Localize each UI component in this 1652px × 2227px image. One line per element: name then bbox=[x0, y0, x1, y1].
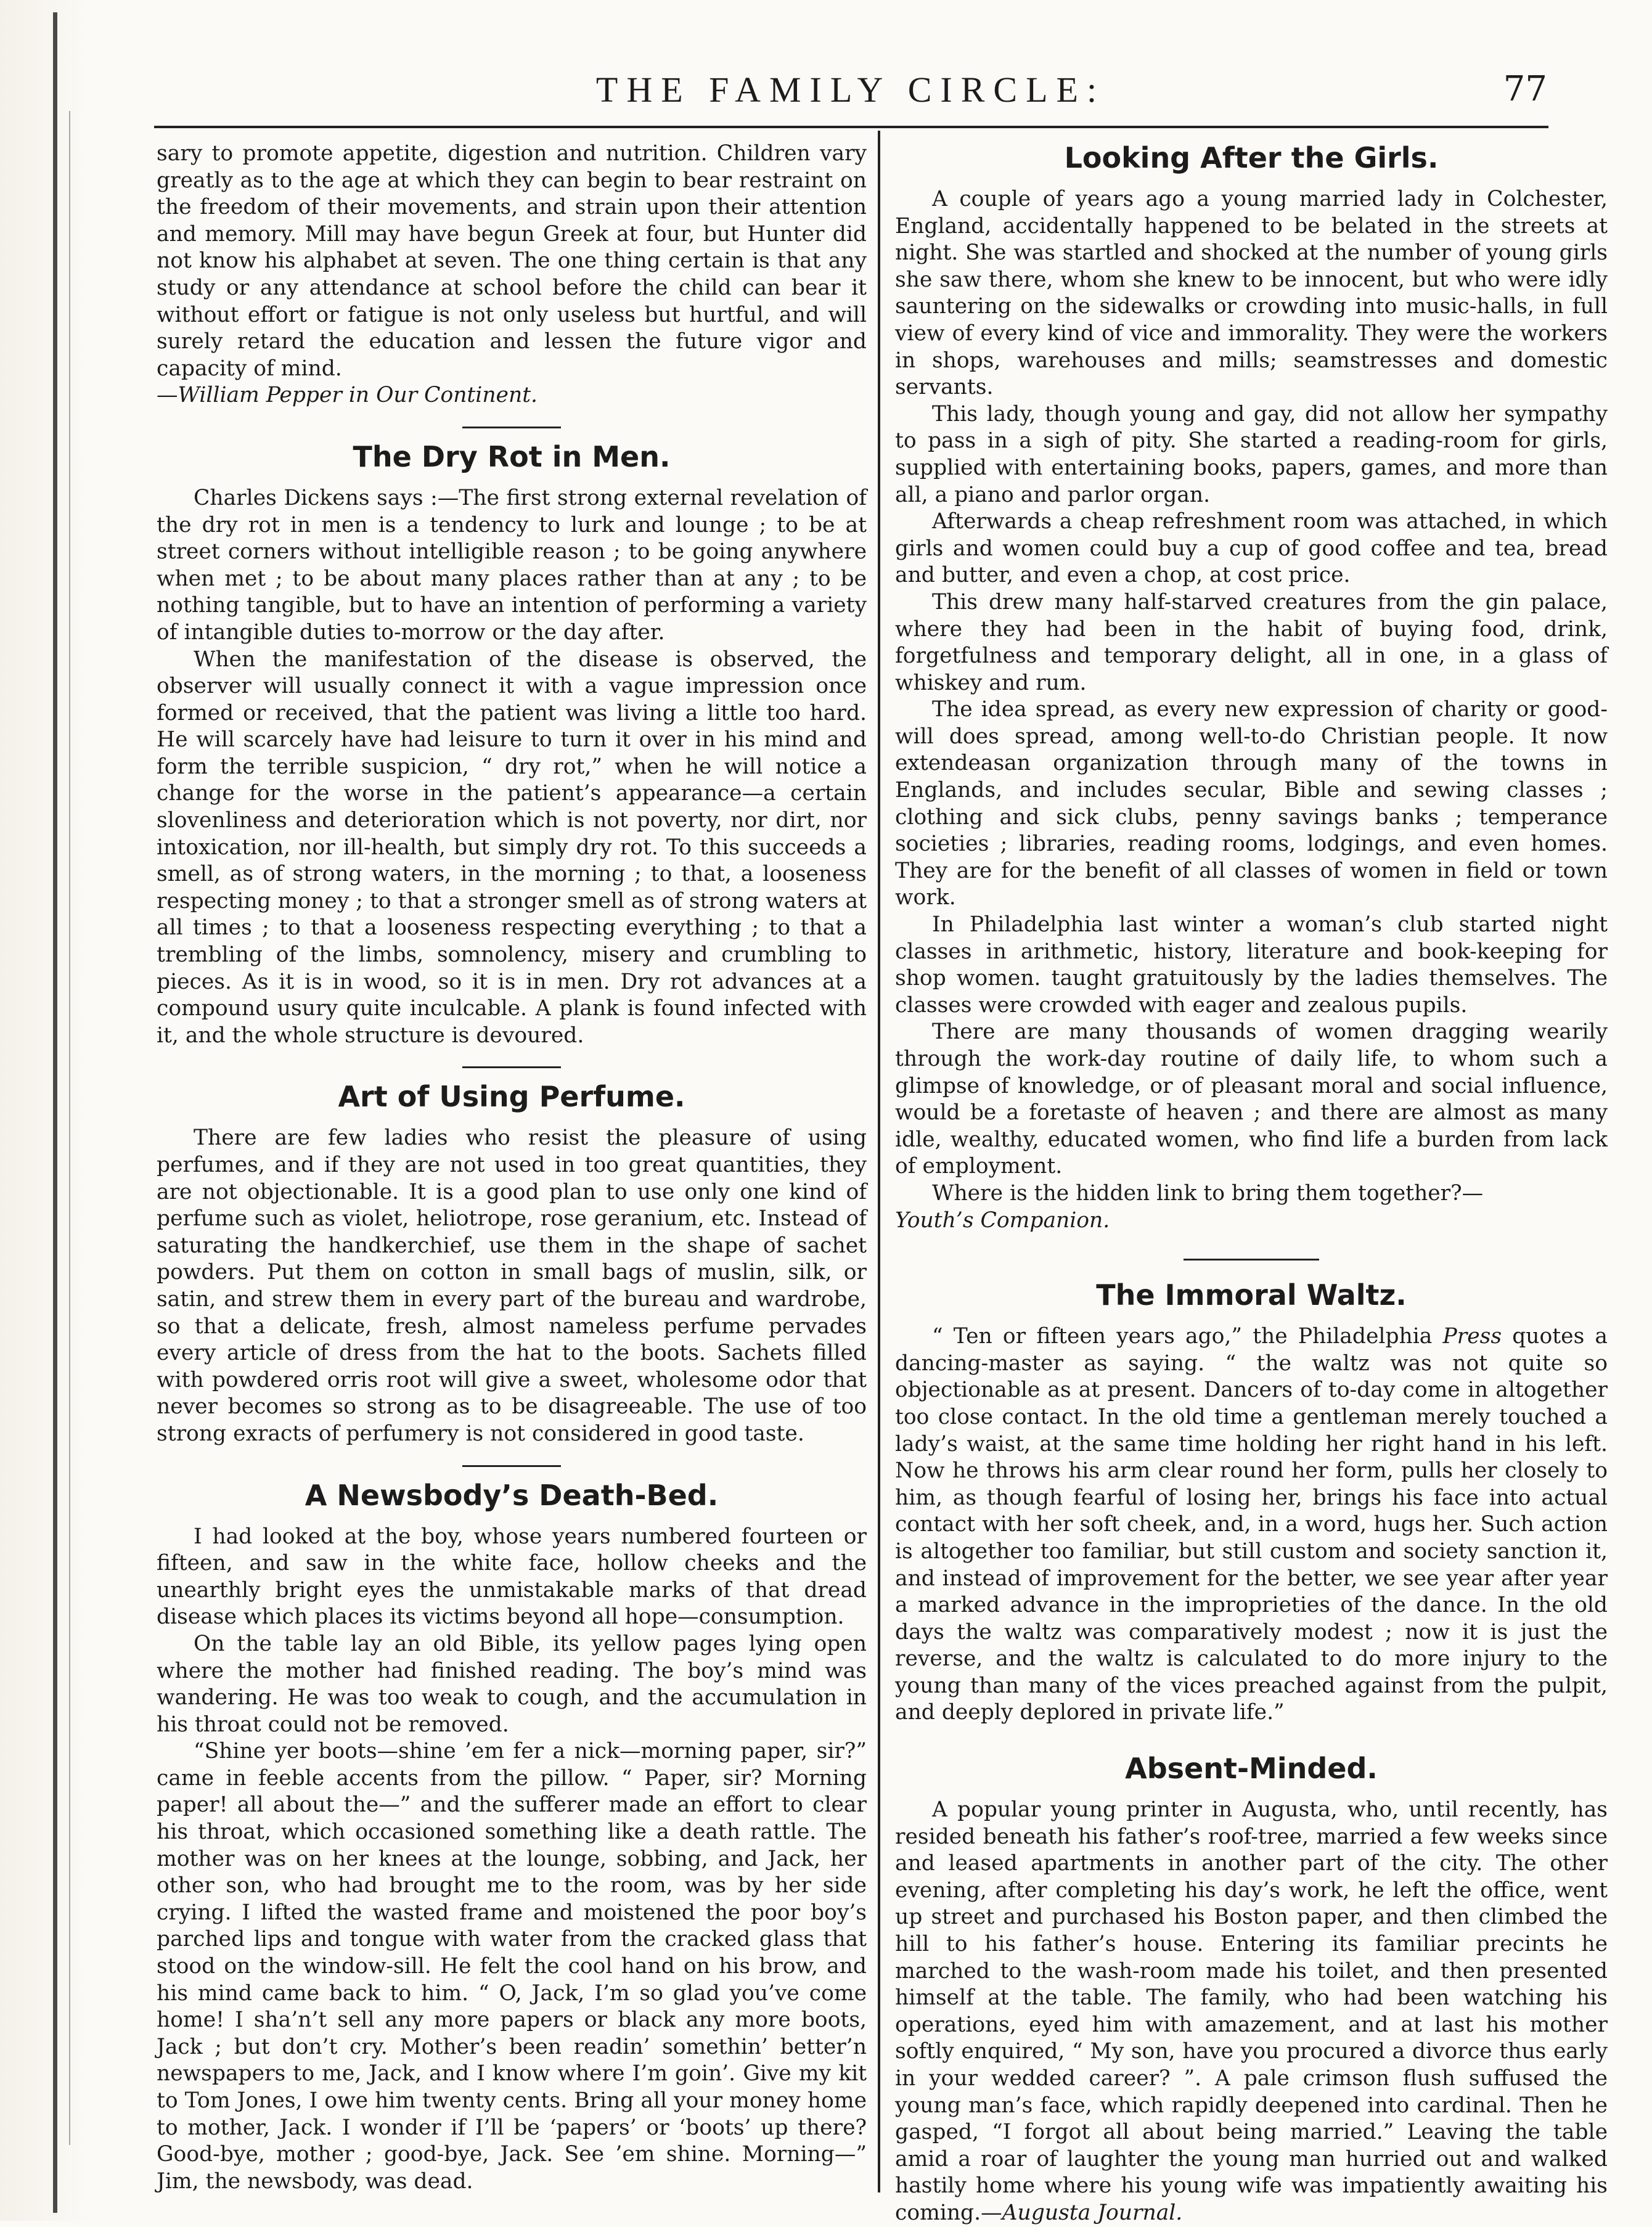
publication-title: THE FAMILY CIRCLE: bbox=[595, 70, 1106, 110]
page-number: 77 bbox=[1503, 69, 1547, 109]
binding-rule bbox=[53, 12, 57, 2213]
article-attribution: —Augusta Journal. bbox=[981, 2200, 1183, 2225]
italic-publication-name: Press bbox=[1442, 1324, 1502, 1349]
page-header bbox=[154, 69, 1547, 118]
paragraph: There are few ladies who resist the pleasure of using perfumes, and if they are not used in too great quantities, they are not objectionable. It is a good plan to use only one kind of perfume such as violet, heliotrope, rose geranium, etc. Instead of saturating the handkerchief, use them in the shape of sachet powders. Put them on cotton in small bags of muslin, silk, or satin, and strew them in every part of the bureau and wardrobe, so that a delicate, fresh, almost nameless perfume pervades every article of dress from the hat to the boots. Sachets filled with powdered orris root will give a sweet, wholesome odor that never becomes so strong as to be disagreeable. The use of too strong exracts of perfumery is not considered in good taste. bbox=[157, 1126, 867, 1446]
paragraph bbox=[895, 1797, 1608, 2227]
article-heading-waltz: The Immoral Waltz. bbox=[1096, 1278, 1407, 1312]
paragraph: The idea spread, as every new expression of charity or good-will does spread, among well-to-do Christian people. It now extendeasan organization through many of the towns in Englands, and includes secular, Bible and sewing classes ; clothing and sick clubs, penny savings banks ; temperance societies ; libraries, reading rooms, lodgings, and even homes. They are for the benefit of all classes of women in field or town work. bbox=[895, 697, 1608, 910]
paragraph: This lady, though young and gay, did not allow her sympathy to pass in a sigh of pity. She started a reading-room for girls, supplied with entertaining books, papers, games, and more than all, a piano and parlor organ. bbox=[895, 401, 1608, 507]
column-divider bbox=[878, 131, 880, 2192]
left-column bbox=[157, 141, 867, 2193]
binding-rule-secondary bbox=[69, 111, 70, 2145]
right-column bbox=[895, 141, 1608, 2225]
article-attribution: —William Pepper in Our Continent. bbox=[157, 383, 538, 408]
paragraph: “Shine yer boots—shine ’em fer a nick—morning paper, sir?” came in feeble accents from the pillow. “ Paper, sir? Morning paper! all about the—” and the sufferer made an effort to clear his throat, which occasioned something like a death rattle. The mother was on her knees at the lounge, sobbing, and Jack, her other son, who had brought me to the room, was by her side crying. I lifted the wasted frame and moistened the poor boy’s parched lips and tongue with water from the cracked glass that stood on the window-sill. He felt the cool hand on his brow, and his mind came back to him. “ O, Jack, I’m so glad you’ve come home! I sha’n’t sell any more papers or black any more boots, Jack ; but don’t cry. Mother’s been readin’ somethin’ better’n newspapers to me, Jack, and I know where I’m goin’. Give my kit to Tom Jones, I owe him twenty cents. Bring all your money home to mother, Jack. I wonder if I’ll be ‘papers’ or ‘boots’ up there? Good-bye, mother ; good-bye, Jack. See ’em shine. Morning—” Jim, the newsbody, was dead. bbox=[157, 1739, 867, 2194]
article-attribution: Youth’s Companion. bbox=[895, 1207, 1110, 1233]
header-rule bbox=[154, 126, 1548, 128]
text-run: quotes a dancing-master as saying. “ the waltz was not quite so objectionable as at present. Dancers of to-day come in altogether too close contact. In the old time a gentleman merely touched a lady’s waist, at the same time holding her right hand in his left. Now he throws his arm clear round her form, pulls her closely to him, as though fearful of losing her, brings his face into actual contact with her soft cheek, and, in a word, hugs her. Such action is altogether too familiar, but still custom and society sanction it, and instead of improvement for the better, we see year after year a marked advance in the improprieties of the dance. In the old days the waltz was comparatively modest ; now it is just the reverse, and the waltz is calculated to do more injury to the young than many of the vices preached against from the pulpit, and deeply deplored in private life.” bbox=[895, 1324, 1608, 1725]
paragraph: I had looked at the boy, whose years numbered fourteen or fifteen, and saw in the white face, hollow cheeks and the unearthly bright eyes the unmistakable marks of that dread disease which places its victims beyond all hope—consumption. bbox=[157, 1524, 867, 1630]
article-heading-perfume: Art of Using Perfume. bbox=[338, 1080, 685, 1114]
article-continuation-text: sary to promote appetite, digestion and nutrition. Children vary greatly as to the age at which they can begin to bear restraint on the freedom of their movements, and strain upon their attention and memory. Mill may have begun Greek at four, but Hunter did not know his alphabet at seven. The one thing certain is that any study or any attendance at school before the child can bear it without effort or fatigue is not only useless but hurtful, and will surely retard the education and lessen the future vigor and capacity of mind. bbox=[157, 141, 867, 381]
paragraph: Afterwards a cheap refreshment room was attached, in which girls and women could buy a cup of good coffee and tea, bread and butter, and even a chop, at cost price. bbox=[895, 509, 1608, 588]
paragraph: Where is the hidden link to bring them together?— bbox=[932, 1180, 1484, 1206]
article-heading-absent-minded: Absent-Minded. bbox=[1125, 1752, 1378, 1786]
paragraph: On the table lay an old Bible, its yellow pages lying open where the mother had finished reading. The boy’s mind was wandering. He was too weak to cough, and the accumulation in his throat could not be removed. bbox=[157, 1631, 867, 1737]
paragraph: When the manifestation of the disease is observed, the observer will usually connect it with a vague impression once formed or received, that the patient was living a little too hard. He will scarcely have had leisure to turn it over in his mind and form the terrible suspicion, “ dry rot,” when he will notice a change for the worse in the patient’s appearance—a certain slovenliness and deterioration which is not poverty, nor dirt, nor intoxication, nor ill-health, but simply dry rot. To this succeeds a smell, as of strong waters, in the morning ; to that, a looseness respecting money ; to that a stronger smell as of strong waters at all times ; to that a looseness respecting everything ; to that a trembling of the limbs, somnolency, misery and crumbling to pieces. As it is in wood, so it is in men. Dry rot advances at a compound usury quite inculcable. A plank is found infected with it, and the whole structure is devoured. bbox=[157, 647, 867, 1048]
text-run: “ Ten or fifteen years ago,” the Philadelphia bbox=[932, 1324, 1443, 1349]
paragraph: In Philadelphia last winter a woman’s club started night classes in arithmetic, history, literature and book-keeping for shop women. taught gratuitously by the ladies themselves. The classes were crowded with eager and zealous pupils. bbox=[895, 912, 1608, 1018]
paragraph bbox=[895, 1323, 1608, 1726]
article-heading-dry-rot: The Dry Rot in Men. bbox=[353, 439, 671, 473]
article-heading-newsbody: A Newsbody’s Death-Bed. bbox=[305, 1478, 719, 1512]
paragraph: Charles Dickens says :—The first strong external revelation of the dry rot in men is a tendency to lurk and lounge ; to be at street corners without intelligible reason ; to be going anywhere when met ; to be about many places rather than at any ; to be nothing tangible, but to have an intention of performing a variety of intangible duties to-morrow or the day after. bbox=[157, 485, 867, 645]
text-run: A popular young printer in Augusta, who, until recently, has resided beneath his father’s roof-tree, married a few weeks since and leased apartments in another part of the city. The other evening, after completing his day’s work, he left the office, went up street and purchased his Boston paper, and then climbed the hill to his father’s house. Entering its familiar precints he marched to the wash-room made his toilet, and then presented himself at the table. The family, who had been watching his operations, eyed him with amazement, and at last his mother softly enquired, “ My son, have you procured a divorce thus early in your wedded career? ”. A pale crimson flush suffused the young man’s face, which rapidly deepened into cardinal. Then he gasped, “I forgot all about being married.” Leaving the table amid a roar of laughter the young man hurried out and walked hastily home where his young wife was impatiently awaiting his coming. bbox=[895, 1797, 1608, 2225]
paragraph: This drew many half-starved creatures from the gin palace, where they had been in the habit of buying food, drink, forgetfulness and temporary delight, all in one, in a glass of whiskey and rum. bbox=[895, 589, 1608, 695]
paragraph: A couple of years ago a young married lady in Colchester, England, accidentally happened to be belated in the streets at night. She was startled and shocked at the number of young girls she saw there, whom she knew to be innocent, but who were idly sauntering on the sidewalks or crowding into music-halls, in full view of every kind of vice and immorality. They were the workers in shops, warehouses and mills; seamstresses and domestic servants. bbox=[895, 187, 1608, 400]
paragraph: There are many thousands of women dragging wearily through the work-day routine of daily life, to whom such a glimpse of knowledge, or of pleasant moral and social influence, would be a foretaste of heaven ; and there are almost as many idle, wealthy, educated women, who find life a burden from lack of employment. bbox=[895, 1020, 1608, 1179]
article-heading-girls: Looking After the Girls. bbox=[1064, 141, 1439, 174]
binding-edge bbox=[0, 0, 92, 2221]
